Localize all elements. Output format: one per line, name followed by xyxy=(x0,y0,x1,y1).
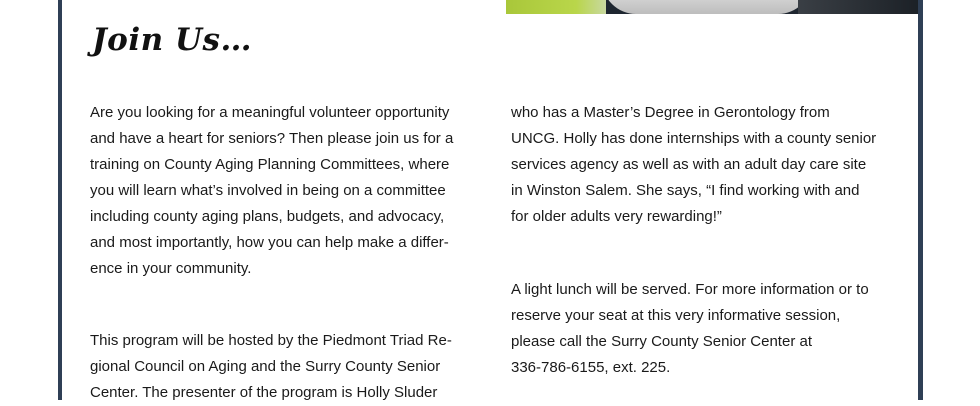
text-line: This program will be hosted by the Piedmont Triad Re- xyxy=(90,332,452,349)
text-line: you will learn what’s involved in being on a committee xyxy=(90,182,446,199)
text-line: Center. The presenter of the program is Holly Sluder xyxy=(90,384,438,401)
photo-background xyxy=(506,0,606,14)
left-page-border xyxy=(58,0,62,400)
text-line: services agency as well as with an adult day care site xyxy=(511,156,867,173)
intro-paragraph xyxy=(90,100,480,282)
text-line: including county aging plans, budgets, and advocacy, xyxy=(90,208,445,225)
text-line: training on County Aging Planning Committees, where xyxy=(90,156,450,173)
presenter-paragraph xyxy=(511,100,901,230)
text-line: and have a heart for seniors? Then please join us for a xyxy=(90,130,454,147)
photo-portrait xyxy=(602,0,812,14)
text-line: Are you looking for a meaningful volunteer opportunity xyxy=(90,104,450,121)
text-line: in Winston Salem. She says, “I find working with and xyxy=(511,182,860,199)
presenter-photo xyxy=(506,0,918,14)
text-line: UNCG. Holly has done internships with a county senior xyxy=(511,130,877,147)
text-line: A light lunch will be served. For more information or to xyxy=(511,281,869,298)
text-line: who has a Master’s Degree in Gerontology from xyxy=(511,104,830,121)
page-heading: Join Us… xyxy=(92,22,252,58)
text-line: please call the Surry County Senior Center at xyxy=(511,333,812,350)
text-line: for older adults very rewarding!” xyxy=(511,208,722,225)
photo-shadow xyxy=(798,0,918,14)
text-line: and most importantly, how you can help make a differ- xyxy=(90,234,449,251)
host-paragraph xyxy=(90,328,480,406)
text-line: gional Council on Aging and the Surry County Senior xyxy=(90,358,441,375)
right-page-border xyxy=(918,0,923,400)
phone-number: 336-786-6155, ext. 225. xyxy=(511,359,671,376)
contact-paragraph xyxy=(511,277,901,381)
text-line: ence in your community. xyxy=(90,260,252,277)
text-line: reserve your seat at this very informative session, xyxy=(511,307,841,324)
